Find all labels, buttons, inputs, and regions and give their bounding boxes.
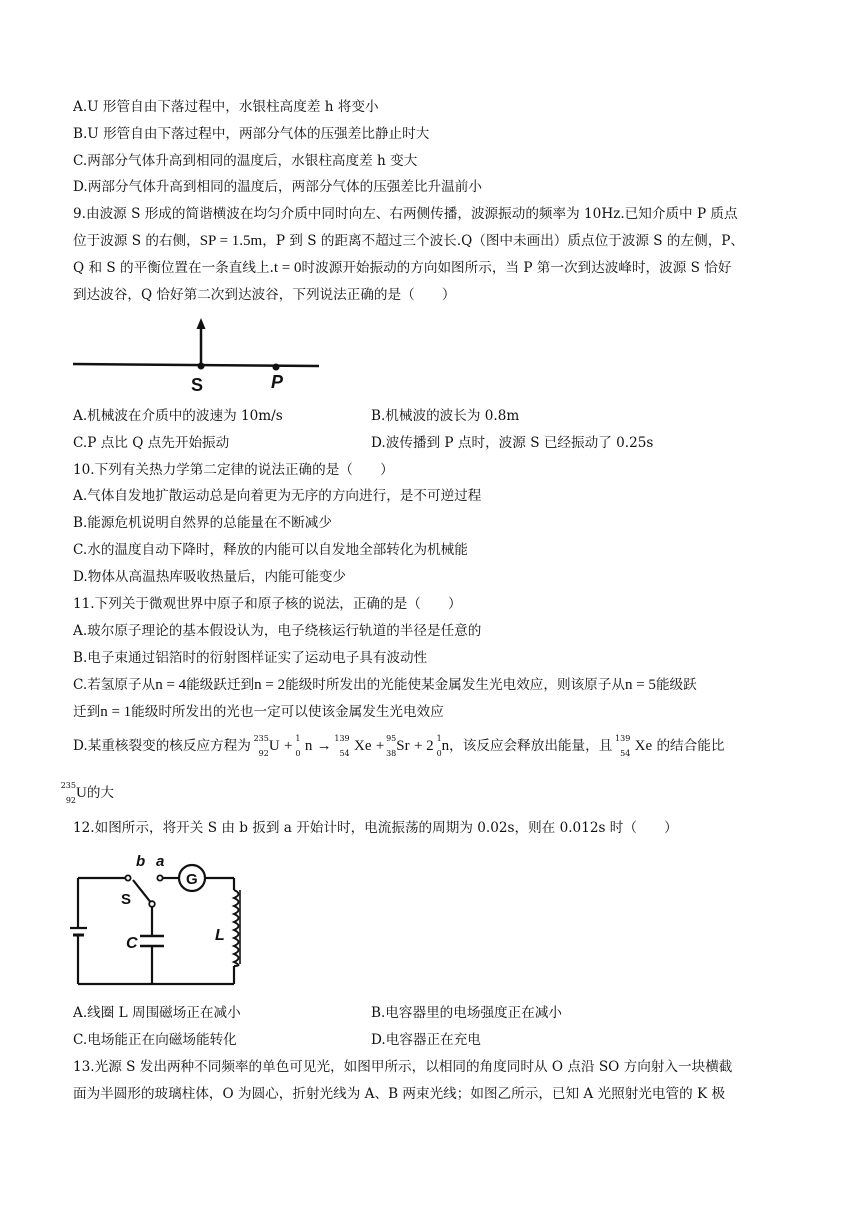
atomic-number: 92 — [258, 748, 269, 758]
q9-wave-figure — [73, 315, 323, 395]
nuclide-xe139-scripts — [332, 733, 350, 758]
atomic-number: 92 — [65, 795, 76, 805]
mass-number: 95 — [386, 733, 397, 743]
q9-text: ，P 到 S 的距离不超过三个波长.Q（图中未画出）质点位于波源 S 的左侧，P、 — [262, 233, 745, 249]
q10-option-a: A.气体自发地扩散运动总是向着更为无序的方向进行，是不可逆过程 — [73, 488, 482, 504]
q9-option-c: C.P 点比 Q 点先开始振动 — [73, 435, 230, 451]
q9-stem-line3 — [73, 257, 731, 279]
q11-option-d-line2 — [58, 782, 114, 805]
q10-option-c: C.水的温度自动下降时，释放的内能可以自发地全部转化为机械能 — [73, 542, 468, 558]
mass-number: 139 — [334, 733, 350, 743]
switch-pivot — [149, 901, 155, 907]
element-symbol: Xe — [353, 738, 372, 754]
inductor-coil — [234, 890, 239, 966]
q12-lc-circuit-figure — [70, 848, 250, 993]
q8-option-b: B.U 形管自由下落过程中，两部分气体的压强差比静止时大 — [73, 126, 430, 142]
q13-stem-line1: 13.光源 S 发出两种不同频率的单色可见光，如图甲所示，以相同的角度同时从 O 点沿 SO 方向射入一块横截 — [73, 1059, 733, 1075]
q12-option-a: A.线圈 L 周围磁场正在减小 — [73, 1005, 241, 1021]
q9-text: 时波源开始振动的方向如图所示，当 P 第一次到达波峰时，波源 S 恰好 — [301, 260, 732, 276]
q9-option-d: D.波传播到 P 点时，波源 S 已经振动了 0.25s — [371, 435, 654, 451]
q10-option-d: D.物体从高温热库吸收热量后，内能可能变少 — [73, 569, 347, 585]
q11-text: 能级时所发出的光也一定可以使该金属发生光电效应 — [131, 704, 444, 720]
medium-line — [73, 364, 319, 366]
label-b: b — [136, 853, 146, 870]
q11-option-a: A.玻尔原子理论的基本假设认为，电子绕核运行轨道的半径是任意的 — [73, 623, 482, 639]
q11-text: 能级跃 — [655, 677, 697, 693]
q8-option-a: A.U 形管自由下落过程中，水银柱高度差 h 将变小 — [73, 99, 379, 115]
plus-sign: + — [375, 738, 385, 754]
vibration-arrow-head — [197, 318, 206, 329]
q12-stem: 12.如图所示，将开关 S 由 b 扳到 a 开始计时，电流振荡的周期为 0.02s，则在 0.012s 时（ ） — [73, 820, 678, 836]
label-a: a — [156, 853, 165, 870]
mass-number: 1 — [295, 733, 301, 743]
q9-option-b: B.机械波的波长为 0.8m — [371, 408, 520, 424]
q11-text: 的大 — [86, 785, 115, 801]
element-symbol: Sr — [396, 738, 410, 754]
switch-contact-a — [157, 875, 162, 880]
q11-text: 迁到 — [73, 704, 101, 720]
plus-sign: + — [284, 738, 293, 754]
label-l: L — [215, 927, 225, 944]
source-s-dot — [198, 363, 205, 370]
q11-level-formula: n = 1 — [100, 704, 132, 720]
nuclide-sr95-scripts — [384, 733, 397, 758]
q11-text: C.若氢原子从 — [73, 677, 156, 693]
q13-stem-line2: 面为半圆形的玻璃柱体，O 为圆心，折射光线为 A、B 两束光线；如图乙所示，已知 A 光照射光电管的 K 极 — [73, 1086, 726, 1102]
element-symbol: U — [76, 785, 87, 801]
q9-text: Q 和 S 的平衡位置在一条直线上. — [73, 260, 274, 276]
mass-number: 235 — [60, 780, 76, 790]
q9-text: 位于波源 S 的右侧， — [73, 233, 200, 249]
element-symbol: Xe — [634, 738, 653, 754]
galvanometer-label: G — [186, 871, 198, 888]
element-symbol: n — [304, 738, 313, 754]
switch-contact-b — [125, 875, 130, 880]
mass-number: 139 — [615, 733, 631, 743]
q11-option-c-line1 — [73, 674, 697, 696]
nuclide-xe139-scripts — [612, 733, 631, 758]
q9-t-formula: t = 0 — [273, 260, 302, 276]
nuclide-u235-scripts — [251, 733, 269, 758]
label-p: P — [271, 372, 284, 392]
q10-option-b: B.能源危机说明自然界的总能量在不断减少 — [73, 515, 332, 531]
atomic-number: 0 — [436, 748, 442, 758]
q11-stem: 11.下列关于微观世界中原子和原子核的说法，正确的是（ ） — [73, 596, 462, 612]
plus-sign: + 2 — [413, 738, 434, 754]
q8-option-c: C.两部分气体升高到相同的温度后，水银柱高度差 h 变大 — [73, 153, 418, 169]
element-symbol: n — [441, 738, 450, 754]
q11-text: 能级时所发出的光能使某金属发生光电效应，则该原子从 — [285, 677, 625, 693]
q11-text: D.某重核裂变的核反应方程为 — [73, 738, 251, 754]
q8-option-d: D.两部分气体升高到相同的温度后，两部分气体的压强差比升温前小 — [73, 179, 482, 195]
point-p-dot — [273, 364, 280, 371]
label-c: C — [126, 935, 138, 952]
element-symbol: U — [268, 738, 280, 754]
q11-level-formula: n = 2 — [254, 677, 286, 693]
mass-number: 235 — [253, 733, 269, 743]
nuclide-neutron-scripts — [293, 733, 301, 758]
atomic-number: 54 — [620, 748, 631, 758]
q12-option-c: C.电场能正在向磁场能转化 — [73, 1032, 237, 1048]
q10-stem: 10.下列有关热力学第二定律的说法正确的是（ ） — [73, 462, 394, 478]
q11-option-b: B.电子束通过铝箔时的衍射图样证实了运动电子具有波动性 — [73, 650, 428, 666]
q9-stem-line1: 9.由波源 S 形成的简谐横波在均匀介质中同时向左、右两侧传播，波源振动的频率为 10Hz.已知介质中 P 质点 — [73, 206, 738, 222]
atomic-number: 54 — [339, 748, 350, 758]
atomic-number: 38 — [386, 748, 397, 758]
q12-option-b: B.电容器里的电场强度正在减小 — [371, 1005, 563, 1021]
label-s: S — [121, 891, 132, 908]
atomic-number: 0 — [295, 748, 301, 758]
q11-text: 的结合能比 — [656, 738, 725, 754]
q11-level-formula: n = 5 — [624, 677, 656, 693]
q11-option-c-line2 — [73, 701, 444, 723]
reaction-arrow: → — [316, 738, 332, 754]
q11-text: 能级跃迁到 — [186, 677, 255, 693]
mass-number: 1 — [436, 733, 442, 743]
q9-stem-line2 — [73, 230, 744, 252]
nuclide-u235-scripts — [58, 780, 76, 805]
nuclide-neutron-scripts — [434, 733, 442, 758]
q9-sp-formula: SP = 1.5m — [199, 233, 263, 249]
q11-level-formula: n = 4 — [155, 677, 187, 693]
q9-option-a: A.机械波在介质中的波速为 10m/s — [73, 408, 283, 424]
label-s: S — [191, 375, 204, 395]
q9-stem-line4: 到达波谷，Q 恰好第二次到达波谷，下列说法正确的是（ ） — [73, 287, 456, 303]
q12-option-d: D.电容器正在充电 — [371, 1032, 481, 1048]
q11-text: ，该反应会释放出能量，且 — [449, 738, 613, 754]
q11-option-d-line1 — [73, 735, 724, 758]
